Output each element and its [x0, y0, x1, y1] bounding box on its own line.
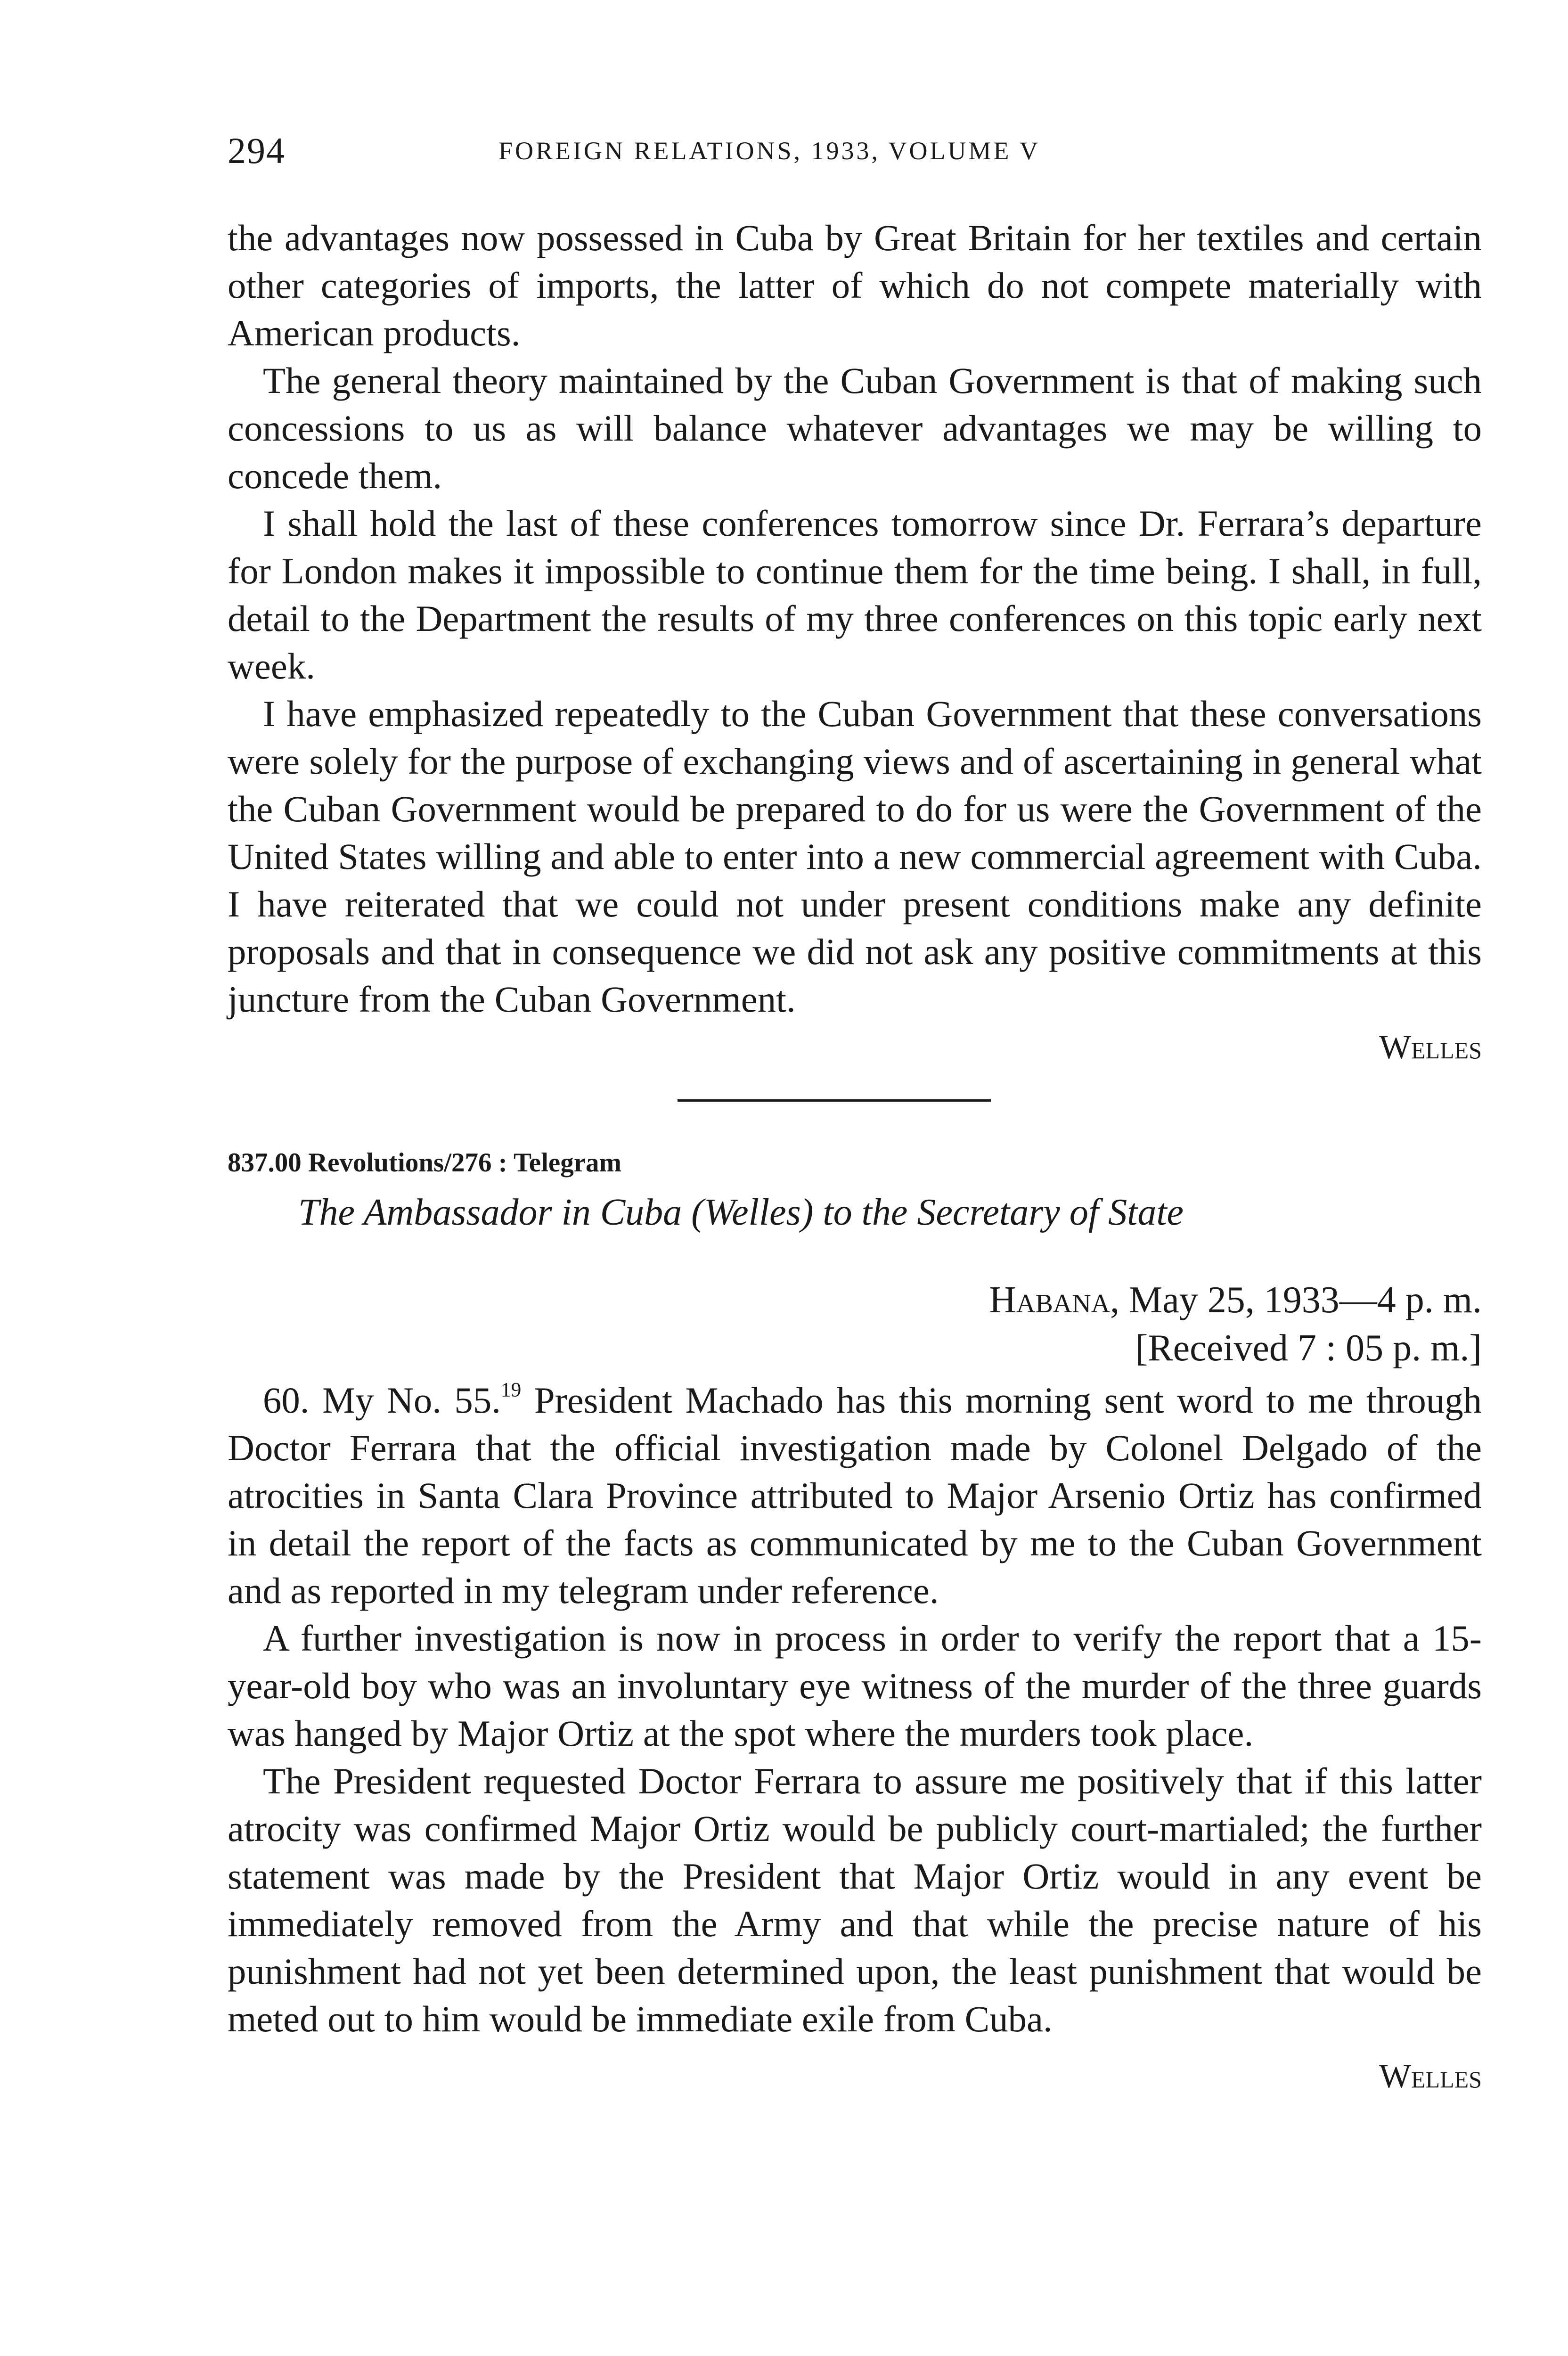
document-title: The Ambassador in Cuba (Welles) to the Secretary of State	[298, 1192, 1184, 1233]
paragraph-text: President Machado has this morning sent word to me through Doctor Ferrara that the official investigation made by Colonel Delgado of the atrocities in Santa Clara Province attributed to Major Arsenio Ortiz has confirmed in detail the report of the facts as communicated by me to the Cuban Government and as reported in my telegram under reference.	[228, 1380, 1482, 1612]
paragraph: I shall hold the last of these conferences tomorrow since Dr. Ferrara’s departure for London makes it impossible to continue them for the time being. I shall, in full, detail to the Department the results of my three conferences on this topic early next week.	[228, 503, 1482, 687]
dateline-place: Habana,	[989, 1279, 1120, 1321]
paragraph	[228, 1377, 1482, 1615]
paragraph: the advantages now possessed in Cuba by Great Britain for her textiles and certain other categories of imports, the latter of which do not compete materially with American products.	[228, 218, 1482, 354]
page-body	[228, 214, 1482, 2100]
telegram-number: 60. My No. 55.	[263, 1380, 501, 1421]
page-header	[228, 130, 1482, 177]
running-head: FOREIGN RELATIONS, 1933, VOLUME V	[498, 137, 1041, 165]
page-number: 294	[228, 130, 286, 171]
section-divider	[678, 1099, 991, 1102]
file-reference: 837.00 Revolutions/276 : Telegram	[228, 1148, 621, 1178]
dateline-date: May 25, 1933—4 p. m.	[1129, 1279, 1482, 1321]
paragraph: I have emphasized repeatedly to the Cuban Government that these conversations were solely for the purpose of exchanging views and of ascertaining in general what the Cuban Government would be prepared to do for us were the Government of the United States willing and able to enter into a new commercial agreement with Cuba. I have reiterated that we could not under present conditions make any definite proposals and that in consequence we did not ask any positive commitments at this juncture from the Cuban Government.	[228, 694, 1482, 1020]
paragraph: The President requested Doctor Ferrara to assure me positively that if this latter atrocity was confirmed Major Ortiz would be publicly court-martialed; the further statement was made by the President that Major Ortiz would in any event be immediately removed from the Army and that while the precise nature of his punishment had not yet been determined upon, the least punishment that would be meted out to him would be immediate exile from Cuba.	[228, 1761, 1482, 2040]
received-time: [Received 7 : 05 p. m.]	[1135, 1327, 1482, 1369]
paragraph: The general theory maintained by the Cuban Government is that of making such concessions to us as will balance whatever advantages we may be willing to concede them.	[228, 360, 1482, 497]
footnote-reference: 19	[500, 1378, 522, 1401]
paragraph: A further investigation is now in process in order to verify the report that a 15-year-old boy who was an involuntary eye witness of the murder of the three guards was hanged by Major Ortiz at the spot where the murders took place.	[228, 1618, 1482, 1754]
signature: Welles	[1379, 2057, 1482, 2095]
dateline	[228, 1276, 1482, 1372]
signature: Welles	[1379, 1028, 1482, 1066]
